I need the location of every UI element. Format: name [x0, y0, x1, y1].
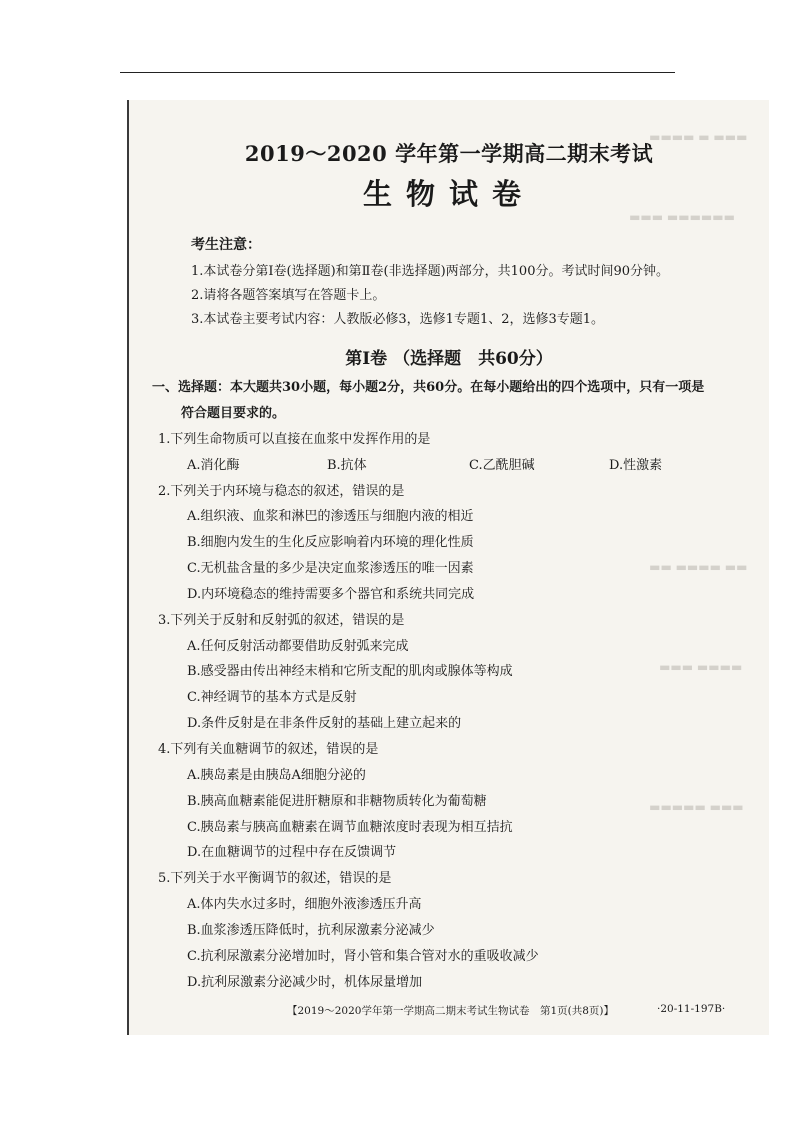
- question-option: A.胰岛素是由胰岛A细胞分泌的: [187, 768, 366, 783]
- bleed-through-decoration: ▬▬ ▬▬▬▬ ▬▬: [649, 560, 748, 574]
- page-content: [129, 100, 769, 1035]
- page-footer: 【2019～2020学年第一学期高二期末考试生物试卷 第1页(共8页)】: [287, 1005, 614, 1017]
- notice-item: 1.本试卷分第Ⅰ卷(选择题)和第Ⅱ卷(非选择题)两部分，共100分。考试时间90分钟。: [191, 264, 670, 279]
- exam-title: 2019～2020 学年第一学期高二期末考试: [244, 141, 654, 166]
- question-option: B.血浆渗透压降低时，抗利尿激素分泌减少: [187, 923, 435, 938]
- question-option: A.任何反射活动都要借助反射弧来完成: [187, 639, 409, 654]
- exam-subject-title: 生物试卷: [362, 177, 535, 211]
- question-option: D.在血糖调节的过程中存在反馈调节: [187, 845, 397, 860]
- question-option: A.消化酶: [187, 458, 240, 473]
- question-option: B.抗体: [327, 458, 367, 473]
- question-stem: 3.下列关于反射和反射弧的叙述，错误的是: [158, 613, 405, 628]
- bleed-through-decoration: ▬▬▬ ▬▬▬▬▬: [649, 800, 744, 814]
- notice-item: 3.本试卷主要考试内容：人教版必修3，选修1专题1、2，选修3专题1。: [191, 312, 605, 327]
- question-stem: 2.下列关于内环境与稳态的叙述，错误的是: [158, 484, 405, 499]
- section-instruction: 一、选择题：本大题共30小题，每小题2分，共60分。在每小题给出的四个选项中，只有一项是: [152, 380, 705, 395]
- section-instruction: 符合题目要求的。: [181, 406, 286, 421]
- question-option: C.无机盐含量的多少是决定血浆渗透压的唯一因素: [187, 561, 474, 576]
- question-option: A.体内失水过多时，细胞外液渗透压升高: [187, 897, 422, 912]
- bleed-through-decoration: ▬▬▬▬ ▬▬▬: [659, 660, 743, 674]
- question-option: C.抗利尿激素分泌增加时，肾小管和集合管对水的重吸收减少: [187, 949, 539, 964]
- question-option: C.乙酰胆碱: [469, 458, 535, 473]
- question-option: B.胰高血糖素能促进肝糖原和非糖物质转化为葡萄糖: [187, 794, 487, 809]
- notice-item: 2.请将各题答案填写在答题卡上。: [191, 288, 386, 303]
- question-option: C.神经调节的基本方式是反射: [187, 690, 357, 705]
- top-rule: [120, 72, 675, 73]
- question-option: D.性激素: [609, 458, 663, 473]
- paper-code: ·20-11-197B·: [657, 1003, 726, 1015]
- scanned-page: [127, 100, 769, 1035]
- question-option: C.胰岛素与胰高血糖素在调节血糖浓度时表现为相互拮抗: [187, 820, 513, 835]
- question-option: B.感受器由传出神经末梢和它所支配的肌肉或腺体等构成: [187, 664, 513, 679]
- question-option: D.抗利尿激素分泌减少时，机体尿量增加: [187, 975, 423, 990]
- question-stem: 4.下列有关血糖调节的叙述，错误的是: [158, 742, 379, 757]
- question-option: D.条件反射是在非条件反射的基础上建立起来的: [187, 716, 462, 731]
- notice-heading: 考生注意：: [191, 237, 261, 253]
- question-option: D.内环境稳态的维持需要多个器官和系统共同完成: [187, 587, 475, 602]
- question-option: A.组织液、血浆和淋巴的渗透压与细胞内液的相近: [187, 509, 474, 524]
- question-option: B.细胞内发生的生化反应影响着内环境的理化性质: [187, 535, 474, 550]
- bleed-through-decoration: ▬▬▬▬▬▬ ▬▬▬: [629, 210, 735, 224]
- bleed-through-decoration: ▬▬▬ ▬ ▬▬▬▬: [649, 130, 748, 144]
- section-title: 第Ⅰ卷 （选择题 共60分）: [345, 349, 553, 369]
- question-stem: 5.下列关于水平衡调节的叙述，错误的是: [158, 871, 392, 886]
- question-stem: 1.下列生命物质可以直接在血浆中发挥作用的是: [158, 432, 431, 447]
